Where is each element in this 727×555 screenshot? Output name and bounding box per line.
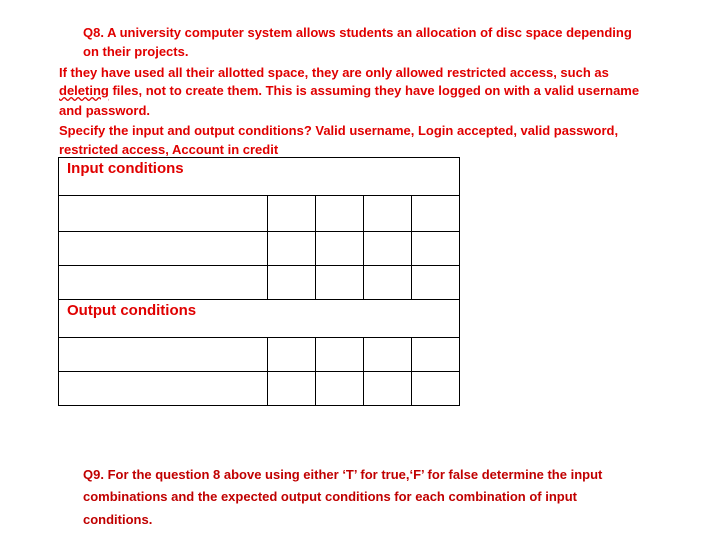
input-value-cell <box>268 196 316 232</box>
output-conditions-header: Output conditions <box>59 300 460 338</box>
output-value-cell <box>268 372 316 406</box>
input-value-cell <box>364 266 412 300</box>
output-value-cell <box>316 338 364 372</box>
input-conditions-header: Input conditions <box>59 158 460 196</box>
input-value-cell <box>268 266 316 300</box>
q8-line-2: on their projects. <box>83 44 189 59</box>
q8-line-1: Q8. A university computer system allows students an allocation of disc space depending <box>83 25 632 40</box>
output-value-cell <box>316 372 364 406</box>
output-row <box>59 338 460 372</box>
output-value-cell <box>364 338 412 372</box>
q8-line-4 <box>59 84 639 97</box>
input-row <box>59 196 460 232</box>
input-value-cell <box>412 196 460 232</box>
input-value-cell <box>412 232 460 266</box>
output-header-row <box>59 300 460 338</box>
input-value-cell <box>316 266 364 300</box>
input-value-cell <box>364 196 412 232</box>
q8-line-7: restricted access, Account in credit <box>59 142 279 157</box>
q8-line-4-rest: files, not to create them. This is assuming they have logged on with a valid username <box>108 83 640 98</box>
input-label-cell <box>59 266 268 300</box>
input-header-row <box>59 158 460 196</box>
output-value-cell <box>412 338 460 372</box>
q9-line-2: combinations and the expected output conditions for each combination of input <box>83 489 578 504</box>
input-value-cell <box>316 196 364 232</box>
output-row <box>59 372 460 406</box>
input-value-cell <box>412 266 460 300</box>
q9-line-3: conditions. <box>83 512 153 527</box>
input-row <box>59 266 460 300</box>
input-label-cell <box>59 196 268 232</box>
input-row <box>59 232 460 266</box>
q8-line-3: If they have used all their allotted space, they are only allowed restricted access, such as <box>59 65 609 80</box>
input-value-cell <box>268 232 316 266</box>
output-value-cell <box>268 338 316 372</box>
q8-line-6: Specify the input and output conditions? Valid username, Login accepted, valid password, <box>59 123 619 138</box>
spelling-squiggle-word: deleting <box>59 83 109 98</box>
output-label-cell <box>59 338 268 372</box>
output-value-cell <box>364 372 412 406</box>
input-label-cell <box>59 232 268 266</box>
q9-line-1: Q9. For the question 8 above using either ‘T’ for true,‘F’ for false determine the input <box>83 467 603 482</box>
output-value-cell <box>412 372 460 406</box>
q8-line-5: and password. <box>59 103 151 118</box>
output-label-cell <box>59 372 268 406</box>
input-value-cell <box>364 232 412 266</box>
input-value-cell <box>316 232 364 266</box>
conditions-table <box>58 157 460 406</box>
